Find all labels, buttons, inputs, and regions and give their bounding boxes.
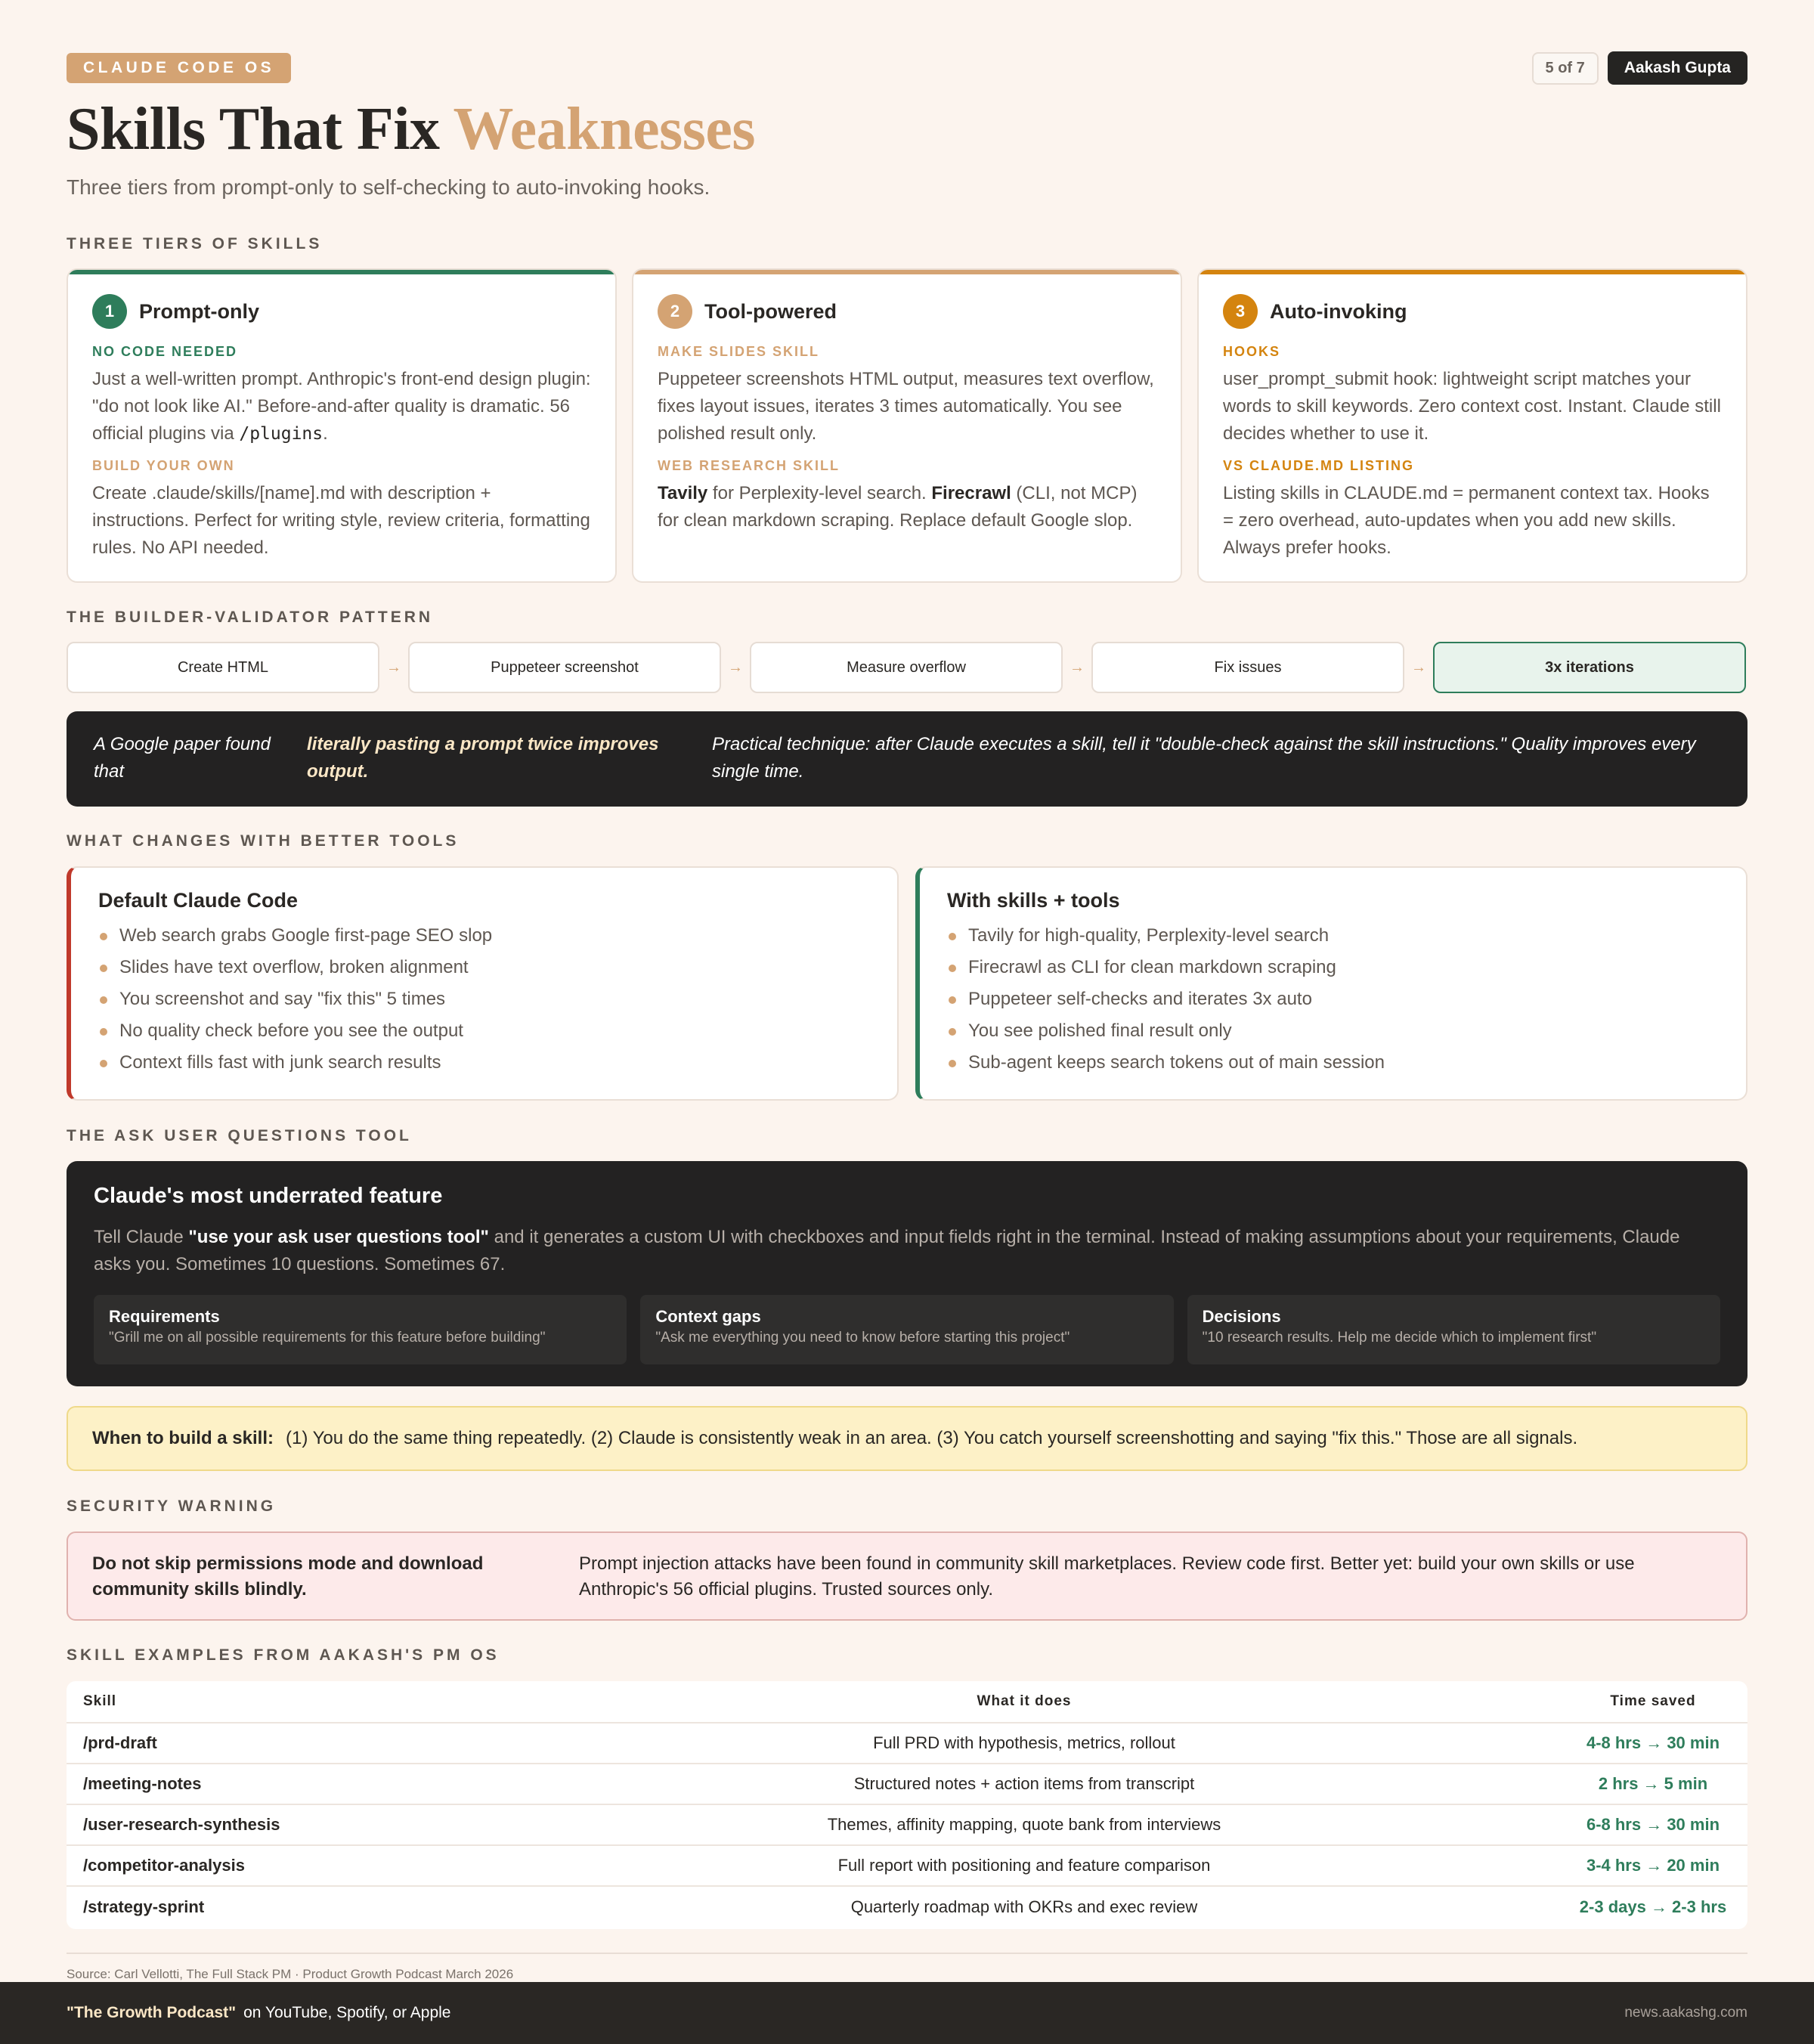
skill-description: Themes, affinity mapping, quote bank from interviews	[827, 1815, 1221, 1834]
tier-text-part: Just a well-written prompt. Anthropic's front-end design plugin: "do not look like AI." Before-and-after quality is dramatic. 56 official plugins via	[92, 369, 591, 444]
ask-card-prompt: "Grill me on all possible requirements for this feature before building"	[109, 1330, 546, 1346]
skill-description: Full report with positioning and feature comparison	[837, 1856, 1211, 1875]
security-headline: Do not skip permissions mode and download community skills blindly.	[92, 1553, 484, 1600]
footer-bar	[0, 1982, 1814, 2044]
skills-tools-panel	[915, 866, 1747, 1101]
list-item: No quality check before you see the output	[98, 1015, 870, 1047]
security-warning	[67, 1531, 1747, 1621]
when-to-build-callout	[67, 1406, 1747, 1471]
podcast-platforms: on YouTube, Spotify, or Apple	[243, 2004, 451, 2021]
table-row	[67, 1805, 1747, 1846]
tier-subheading: BUILD YOUR OWN	[92, 458, 235, 473]
list-item: Web search grabs Google first-page SEO slop	[98, 920, 870, 952]
comparison-panels	[67, 866, 1747, 1101]
pipeline-step: Fix issues	[1091, 642, 1404, 693]
tier-text	[658, 480, 1156, 534]
list-item: Slides have text overflow, broken alignment	[98, 952, 870, 983]
skill-name: /competitor-analysis	[83, 1856, 245, 1875]
firecrawl-name: Firecrawl	[931, 483, 1011, 503]
table-header-row	[67, 1681, 1747, 1723]
pager	[1532, 51, 1747, 85]
kicker-badge: CLAUDE CODE OS	[67, 53, 291, 83]
skill-name: /strategy-sprint	[83, 1897, 205, 1916]
time-saved: 6-8 hrs → 30 min	[1586, 1815, 1720, 1834]
title-main: Skills That Fix	[67, 96, 454, 163]
column-header: What it does	[977, 1693, 1072, 1709]
author-badge: Aakash Gupta	[1608, 51, 1747, 85]
table-row	[67, 1764, 1747, 1805]
table-row	[67, 1887, 1747, 1928]
google-paper-callout	[67, 711, 1747, 807]
tier-number: 1	[92, 294, 127, 329]
ask-card-decisions	[1187, 1295, 1720, 1364]
ask-card-prompt: "Ask me everything you need to know before starting this project"	[655, 1330, 1070, 1346]
podcast-name: "The Growth Podcast"	[67, 2004, 237, 2021]
pipeline-step: Puppeteer screenshot	[408, 642, 721, 693]
skill-name: /meeting-notes	[83, 1774, 202, 1793]
tier-head	[92, 294, 591, 329]
podcast-promo	[67, 2004, 450, 2022]
callout-intro: A Google paper found that	[94, 734, 271, 782]
skill-name: /prd-draft	[83, 1733, 157, 1752]
security-detail: Prompt injection attacks have been found in community skill marketplaces. Review code first. Better yet: build your own skills or use Anthropic's 56 official plugins. Trusted sources only.	[579, 1553, 1635, 1600]
page-count-badge: 5 of 7	[1532, 52, 1599, 85]
arrow-right-icon: →	[386, 658, 401, 676]
tier-text-part: (CLI, not MCP) for clean markdown scraping. Replace default Google slop.	[658, 483, 1138, 531]
tier-name: Auto-invoking	[1270, 299, 1407, 323]
panel-list	[98, 920, 870, 1079]
tier-name: Prompt-only	[139, 299, 259, 323]
tier-text-part: for Perplexity-level search.	[707, 483, 932, 503]
tier-head	[1223, 294, 1722, 329]
tier-number: 2	[658, 294, 692, 329]
ask-example-cards	[94, 1295, 1720, 1364]
tier-text: Listing skills in CLAUDE.md = permanent context tax. Hooks = zero overhead, auto-updates when you add new skills. Always prefer hooks.	[1223, 483, 1710, 558]
arrow-right-icon: →	[1411, 658, 1426, 676]
skill-name: /user-research-synthesis	[83, 1815, 280, 1834]
list-item: You see polished final result only	[947, 1015, 1719, 1047]
tier-text	[92, 366, 591, 448]
skill-description: Quarterly roadmap with OKRs and exec review	[850, 1897, 1198, 1916]
pipeline-step: Measure overflow	[750, 642, 1063, 693]
divider	[67, 1953, 1747, 1954]
section-label-changes: WHAT CHANGES WITH BETTER TOOLS	[67, 832, 460, 850]
section-label-security: SECURITY WARNING	[67, 1497, 277, 1515]
time-saved: 3-4 hrs → 20 min	[1586, 1856, 1720, 1875]
tier-subheading: NO CODE NEEDED	[92, 344, 238, 359]
ask-text	[94, 1224, 1720, 1278]
callout-technique: Practical technique: after Claude executes a skill, tell it "double-check against the skill instructions." Quality improves every single time.	[712, 734, 1696, 782]
when-text: (1) You do the same thing repeatedly. (2) Claude is consistently weak in an area. (3) You catch yourself screenshotting and saying "fix this." Those are all signals.	[286, 1428, 1578, 1448]
list-item: Context fills fast with junk search results	[98, 1047, 870, 1079]
tier-card-prompt-only	[67, 268, 617, 583]
skill-description: Full PRD with hypothesis, metrics, rollout	[873, 1733, 1175, 1752]
page-subtitle: Three tiers from prompt-only to self-checking to auto-invoking hooks.	[67, 175, 710, 199]
pipeline-step: Create HTML	[67, 642, 379, 693]
time-saved: 4-8 hrs → 30 min	[1586, 1733, 1720, 1752]
list-item: You screenshot and say "fix this" 5 times	[98, 983, 870, 1015]
tier-subheading: VS CLAUDE.MD LISTING	[1223, 458, 1415, 473]
when-label: When to build a skill:	[92, 1428, 274, 1448]
pipeline-step-final: 3x iterations	[1433, 642, 1746, 693]
section-label-pattern: THE BUILDER-VALIDATOR PATTERN	[67, 609, 434, 626]
skill-examples-table	[67, 1681, 1747, 1929]
ask-user-questions-panel	[67, 1161, 1747, 1386]
ask-text-part: and it generates a custom UI with checkboxes and input fields right in the terminal. Instead of making assumptions about your requirements, Claude asks you. Sometimes 10 questions. Sometimes 67.	[94, 1227, 1680, 1274]
list-item: Puppeteer self-checks and iterates 3x auto	[947, 983, 1719, 1015]
table-row	[67, 1846, 1747, 1887]
plugins-command: /plugins	[239, 424, 323, 444]
arrow-right-icon: →	[728, 658, 743, 676]
column-header: Time saved	[1610, 1693, 1696, 1709]
section-label-ask: THE ASK USER QUESTIONS TOOL	[67, 1127, 412, 1144]
list-item: Sub-agent keeps search tokens out of main session	[947, 1047, 1719, 1079]
ask-card-context-gaps	[640, 1295, 1173, 1364]
site-link[interactable]: news.aakashg.com	[1624, 2005, 1747, 2021]
ask-card-title: Context gaps	[655, 1307, 761, 1326]
page-title	[67, 95, 755, 164]
tier-text: Puppeteer screenshots HTML output, measures text overflow, fixes layout issues, iterates 3 times automatically. You see polished result only.	[658, 369, 1154, 444]
tiers-grid	[67, 268, 1747, 583]
ask-card-prompt: "10 research results. Help me decide which to implement first"	[1202, 1330, 1597, 1346]
tier-text: Create .claude/skills/[name].md with description + instructions. Perfect for writing style, review criteria, formatting rules. No API needed.	[92, 483, 590, 558]
arrow-right-icon: →	[1070, 658, 1085, 676]
ask-title: Claude's most underrated feature	[94, 1184, 443, 1208]
section-label-examples: SKILL EXAMPLES FROM AAKASH'S PM OS	[67, 1646, 500, 1664]
tier-subheading: HOOKS	[1223, 344, 1281, 359]
list-item: Firecrawl as CLI for clean markdown scraping	[947, 952, 1719, 983]
source-note: Source: Carl Vellotti, The Full Stack PM · Product Growth Podcast March 2026	[67, 1967, 514, 1981]
ask-card-requirements	[94, 1295, 627, 1364]
table-row	[67, 1723, 1747, 1764]
ask-card-title: Decisions	[1202, 1307, 1281, 1326]
tier-text-part: .	[323, 423, 328, 444]
skill-description: Structured notes + action items from transcript	[853, 1774, 1195, 1793]
tier-subheading: WEB RESEARCH SKILL	[658, 458, 840, 473]
time-saved: 2-3 days → 2-3 hrs	[1579, 1897, 1727, 1916]
section-label-tiers: THREE TIERS OF SKILLS	[67, 235, 323, 252]
default-claude-panel	[67, 866, 899, 1101]
list-item: Tavily for high-quality, Perplexity-level search	[947, 920, 1719, 952]
builder-validator-pipeline	[67, 642, 1747, 693]
panel-list	[947, 920, 1719, 1079]
callout-highlight: literally pasting a prompt twice improves output.	[307, 734, 659, 782]
panel-title: Default Claude Code	[98, 889, 299, 912]
tier-number: 3	[1223, 294, 1258, 329]
tier-head	[658, 294, 1156, 329]
tier-subheading: MAKE SLIDES SKILL	[658, 344, 820, 359]
title-accent: Weaknesses	[453, 96, 755, 163]
ask-text-part: Tell Claude	[94, 1227, 189, 1247]
tavily-name: Tavily	[658, 483, 708, 503]
ask-command-phrase: "use your ask user questions tool"	[188, 1227, 489, 1247]
tier-name: Tool-powered	[704, 299, 837, 323]
tier-text: user_prompt_submit hook: lightweight script matches your words to skill keywords. Zero context cost. Instant. Claude still decides whether to use it.	[1223, 369, 1721, 444]
panel-title: With skills + tools	[947, 889, 1120, 912]
time-saved: 2 hrs → 5 min	[1598, 1774, 1708, 1793]
tier-card-tool-powered	[632, 268, 1182, 583]
ask-card-title: Requirements	[109, 1307, 220, 1326]
tier-card-auto-invoking	[1197, 268, 1747, 583]
column-header: Skill	[83, 1693, 117, 1709]
